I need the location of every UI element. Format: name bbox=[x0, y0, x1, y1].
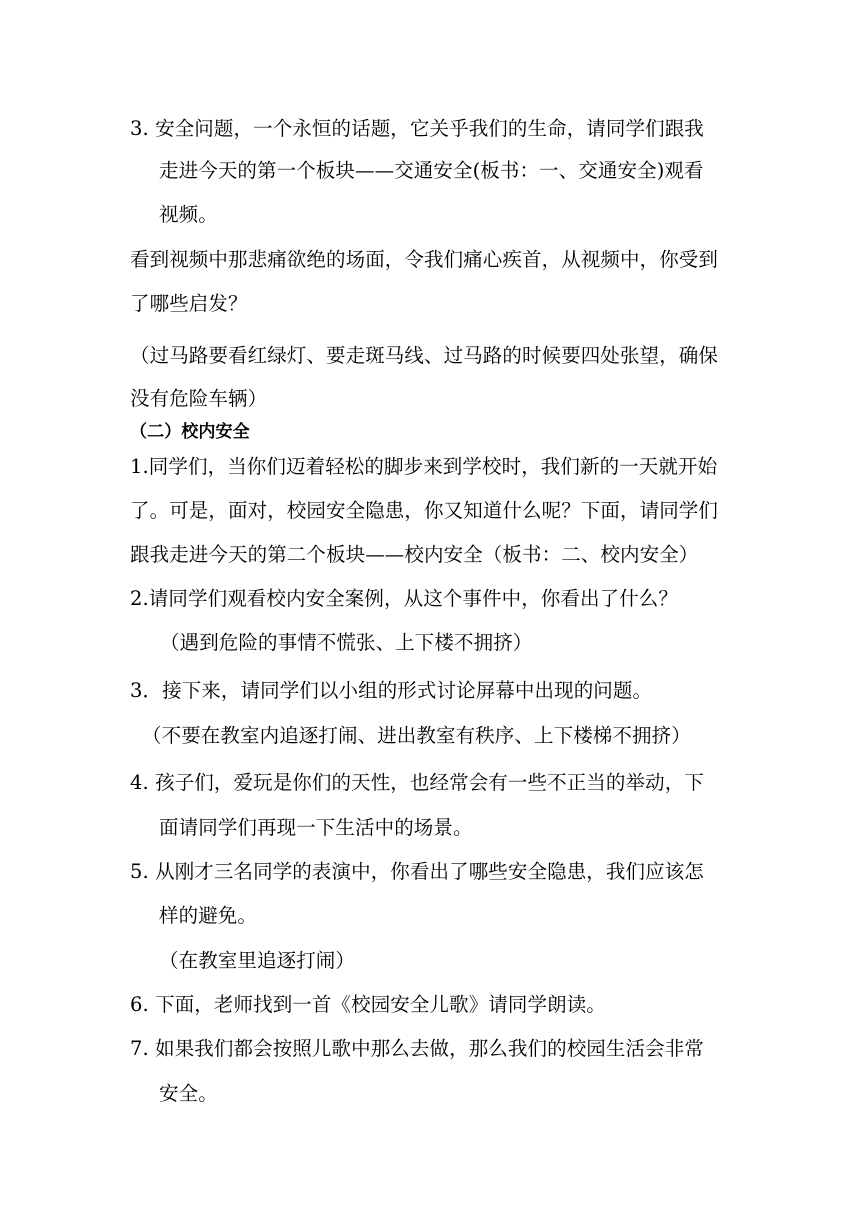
text-line-school-item-4: 4. 孩子们，爱玩是你们的天性，也经常会有一些不正当的举动，下 bbox=[130, 771, 704, 794]
text-line-school-item-5-answer: （在教室里追逐打闹） bbox=[159, 949, 356, 972]
text-line-school-item-4-end: 面请同学们再现一下生活中的场景。 bbox=[159, 816, 473, 839]
text-line-school-item-7-end: 安全。 bbox=[159, 1082, 218, 1105]
text-line-traffic-answer-end: 没有危险车辆） bbox=[130, 387, 268, 410]
text-line-school-item-2: 2.请同学们观看校内安全案例，从这个事件中，你看出了什么？ bbox=[130, 587, 679, 610]
text-line-video-question-end: 了哪些启发？ bbox=[130, 292, 248, 315]
text-line-school-item-7: 7. 如果我们都会按照儿歌中那么去做，那么我们的校园生活会非常 bbox=[130, 1037, 704, 1060]
text-line-school-item-1: 1.同学们，当你们迈着轻松的脚步来到学校时，我们新的一天就开始 bbox=[130, 455, 718, 478]
text-line-school-item-2-answer: （遇到危险的事情不慌张、上下楼不拥挤） bbox=[160, 631, 533, 654]
text-line-traffic-item-3: 3. 安全问题，一个永恒的话题，它关乎我们的生命，请同学们跟我 bbox=[130, 117, 704, 140]
text-line-traffic-item-3-end: 视频。 bbox=[159, 203, 218, 226]
text-line-traffic-item-3-cont: 走进今天的第一个板块——交通安全(板书：一、交通安全)观看 bbox=[159, 159, 704, 182]
text-line-school-item-1-end: 跟我走进今天的第二个板块——校内安全（板书：二、校内安全） bbox=[130, 543, 699, 566]
section-heading-school-safety: （二）校内安全 bbox=[130, 422, 250, 442]
text-line-school-item-5: 5. 从刚才三名同学的表演中，你看出了哪些安全隐患，我们应该怎 bbox=[130, 860, 704, 883]
text-line-school-item-5-end: 样的避免。 bbox=[159, 904, 258, 927]
text-line-school-item-3-answer: （不要在教室内追逐打闹、进出教室有秩序、上下楼梯不拥挤） bbox=[142, 724, 691, 747]
text-line-video-question: 看到视频中那悲痛欲绝的场面，令我们痛心疾首，从视频中，你受到 bbox=[130, 248, 719, 271]
text-line-traffic-answer: （过马路要看红绿灯、要走斑马线、过马路的时候要四处张望，确保 bbox=[130, 344, 719, 367]
text-line-school-item-3: 3．接下来，请同学们以小组的形式讨论屏幕中出现的问题。 bbox=[130, 679, 653, 702]
text-line-school-item-6: 6. 下面，老师找到一首《校园安全儿歌》请同学朗读。 bbox=[130, 993, 606, 1016]
text-line-school-item-1-cont: 了。可是，面对，校园安全隐患，你又知道什么呢？下面，请同学们 bbox=[130, 499, 719, 522]
